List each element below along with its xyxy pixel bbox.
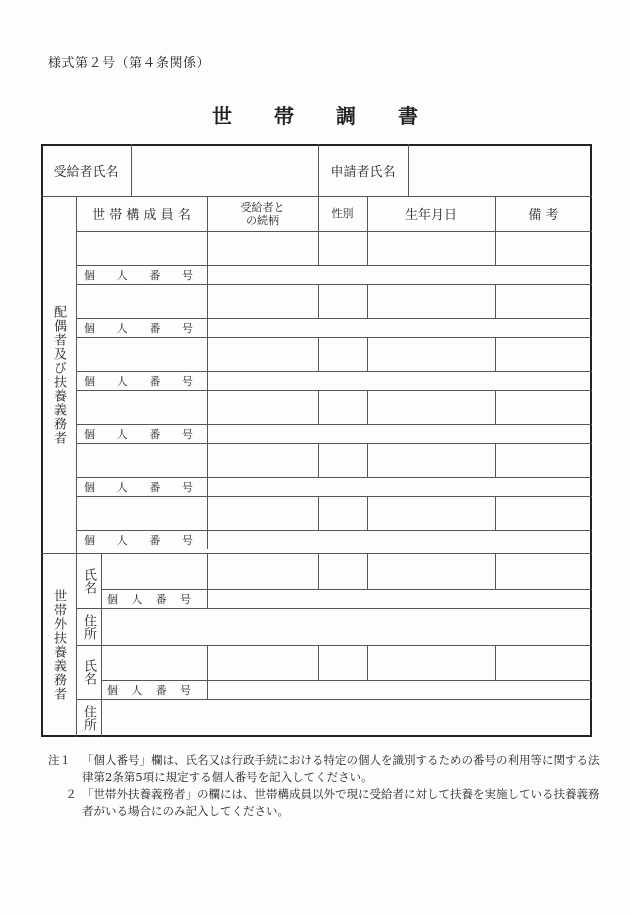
note-2 — [48, 786, 608, 820]
my-number-field[interactable] — [207, 424, 592, 443]
remarks-field[interactable] — [495, 443, 592, 477]
title-char: 世 — [212, 104, 232, 128]
my-number-label: 個 人 番 号 — [84, 533, 193, 547]
column-header-relationship — [207, 196, 318, 231]
note-text: 「世帯外扶養義務者」の欄には、世帯構成員以外で現に受給者に対して扶養を実施している扶養義務者がいる場合にのみ記入してください。 — [82, 787, 600, 818]
applicant-name-label: 申請者氏名 — [330, 164, 396, 180]
my-number-field[interactable] — [207, 265, 592, 284]
external-name-field[interactable] — [101, 553, 207, 589]
section-spouse-label: 配偶者及び扶養義務者 — [51, 304, 66, 445]
remarks-field[interactable] — [495, 553, 592, 589]
sex-field[interactable] — [318, 553, 367, 589]
remarks-field[interactable] — [495, 284, 592, 318]
relationship-field[interactable] — [207, 390, 318, 424]
member-name-field[interactable] — [76, 337, 207, 371]
title-char: 帯 — [274, 104, 294, 128]
recipient-name-field[interactable] — [131, 144, 318, 196]
sex-field[interactable] — [318, 443, 367, 477]
sex-field[interactable] — [318, 284, 367, 318]
relationship-field[interactable] — [207, 284, 318, 318]
dob-field[interactable] — [367, 496, 495, 530]
sex-field[interactable] — [318, 390, 367, 424]
dob-field[interactable] — [367, 443, 495, 477]
section-external-label: 世帯外扶養義務者 — [51, 589, 66, 701]
notes — [48, 752, 608, 820]
relationship-field[interactable] — [207, 443, 318, 477]
relationship-label: 受給者と の続柄 — [240, 200, 285, 227]
column-header-sex: 性別 — [331, 207, 354, 220]
dob-field[interactable] — [367, 337, 495, 371]
name-label: 氏名 — [81, 567, 96, 594]
member-name-field[interactable] — [76, 443, 207, 477]
note-number: ２ — [65, 787, 77, 801]
sex-field[interactable] — [318, 645, 367, 680]
my-number-field[interactable] — [207, 589, 592, 608]
column-header-dob: 生年月日 — [404, 208, 457, 223]
note-number: 注１ — [48, 753, 71, 767]
address-label: 住所 — [81, 613, 96, 640]
member-name-field[interactable] — [76, 390, 207, 424]
applicant-name-field[interactable] — [408, 144, 592, 196]
dob-field[interactable] — [367, 390, 495, 424]
my-number-field[interactable] — [207, 680, 592, 699]
recipient-name-label: 受給者氏名 — [53, 164, 119, 180]
my-number-label: 個 人 番 号 — [84, 321, 193, 335]
address-field[interactable] — [101, 608, 592, 645]
member-name-field[interactable] — [76, 284, 207, 318]
column-header-member-name: 世 帯 構 成 員 名 — [92, 208, 191, 223]
my-number-label: 個 人 番 号 — [84, 268, 193, 282]
column-header-remarks: 備 考 — [528, 208, 559, 223]
dob-field[interactable] — [367, 645, 495, 680]
address-label: 住所 — [81, 705, 96, 731]
form-number-label: 様式第２号（第４条関係） — [48, 56, 211, 71]
remarks-field[interactable] — [495, 496, 592, 530]
remarks-field[interactable] — [495, 390, 592, 424]
dob-field[interactable] — [367, 284, 495, 318]
title-char: 調 — [336, 104, 356, 128]
my-number-label: 個 人 番 号 — [107, 683, 191, 697]
relationship-field[interactable] — [207, 337, 318, 371]
title-char: 書 — [398, 104, 418, 128]
member-name-field[interactable] — [76, 231, 207, 265]
my-number-field[interactable] — [207, 530, 592, 549]
remarks-field[interactable] — [495, 337, 592, 371]
my-number-field[interactable] — [207, 318, 592, 337]
relationship-field[interactable] — [207, 645, 318, 680]
my-number-field[interactable] — [207, 477, 592, 496]
relationship-field[interactable] — [207, 231, 318, 265]
page-title — [0, 100, 630, 129]
relationship-field[interactable] — [207, 553, 318, 589]
household-survey-table — [41, 144, 592, 737]
member-name-field[interactable] — [76, 496, 207, 530]
note-text: 「個人番号」欄は、氏名又は行政手続における特定の個人を識別するための番号の利用等に関する法律第2条第5項に規定する個人番号を記入してください。 — [82, 753, 600, 784]
relationship-field[interactable] — [207, 496, 318, 530]
my-number-label: 個 人 番 号 — [84, 374, 193, 388]
sex-field[interactable] — [318, 337, 367, 371]
sex-field[interactable] — [318, 496, 367, 530]
my-number-field[interactable] — [207, 371, 592, 390]
dob-field[interactable] — [367, 231, 495, 265]
external-name-field[interactable] — [101, 645, 207, 680]
name-label: 氏名 — [81, 659, 96, 685]
my-number-label: 個 人 番 号 — [107, 592, 191, 606]
remarks-field[interactable] — [495, 645, 592, 680]
address-field[interactable] — [101, 699, 592, 737]
dob-field[interactable] — [367, 553, 495, 589]
my-number-label: 個 人 番 号 — [84, 480, 193, 494]
my-number-label: 個 人 番 号 — [84, 427, 193, 441]
note-1 — [48, 752, 608, 786]
sex-field[interactable] — [318, 231, 367, 265]
remarks-field[interactable] — [495, 231, 592, 265]
